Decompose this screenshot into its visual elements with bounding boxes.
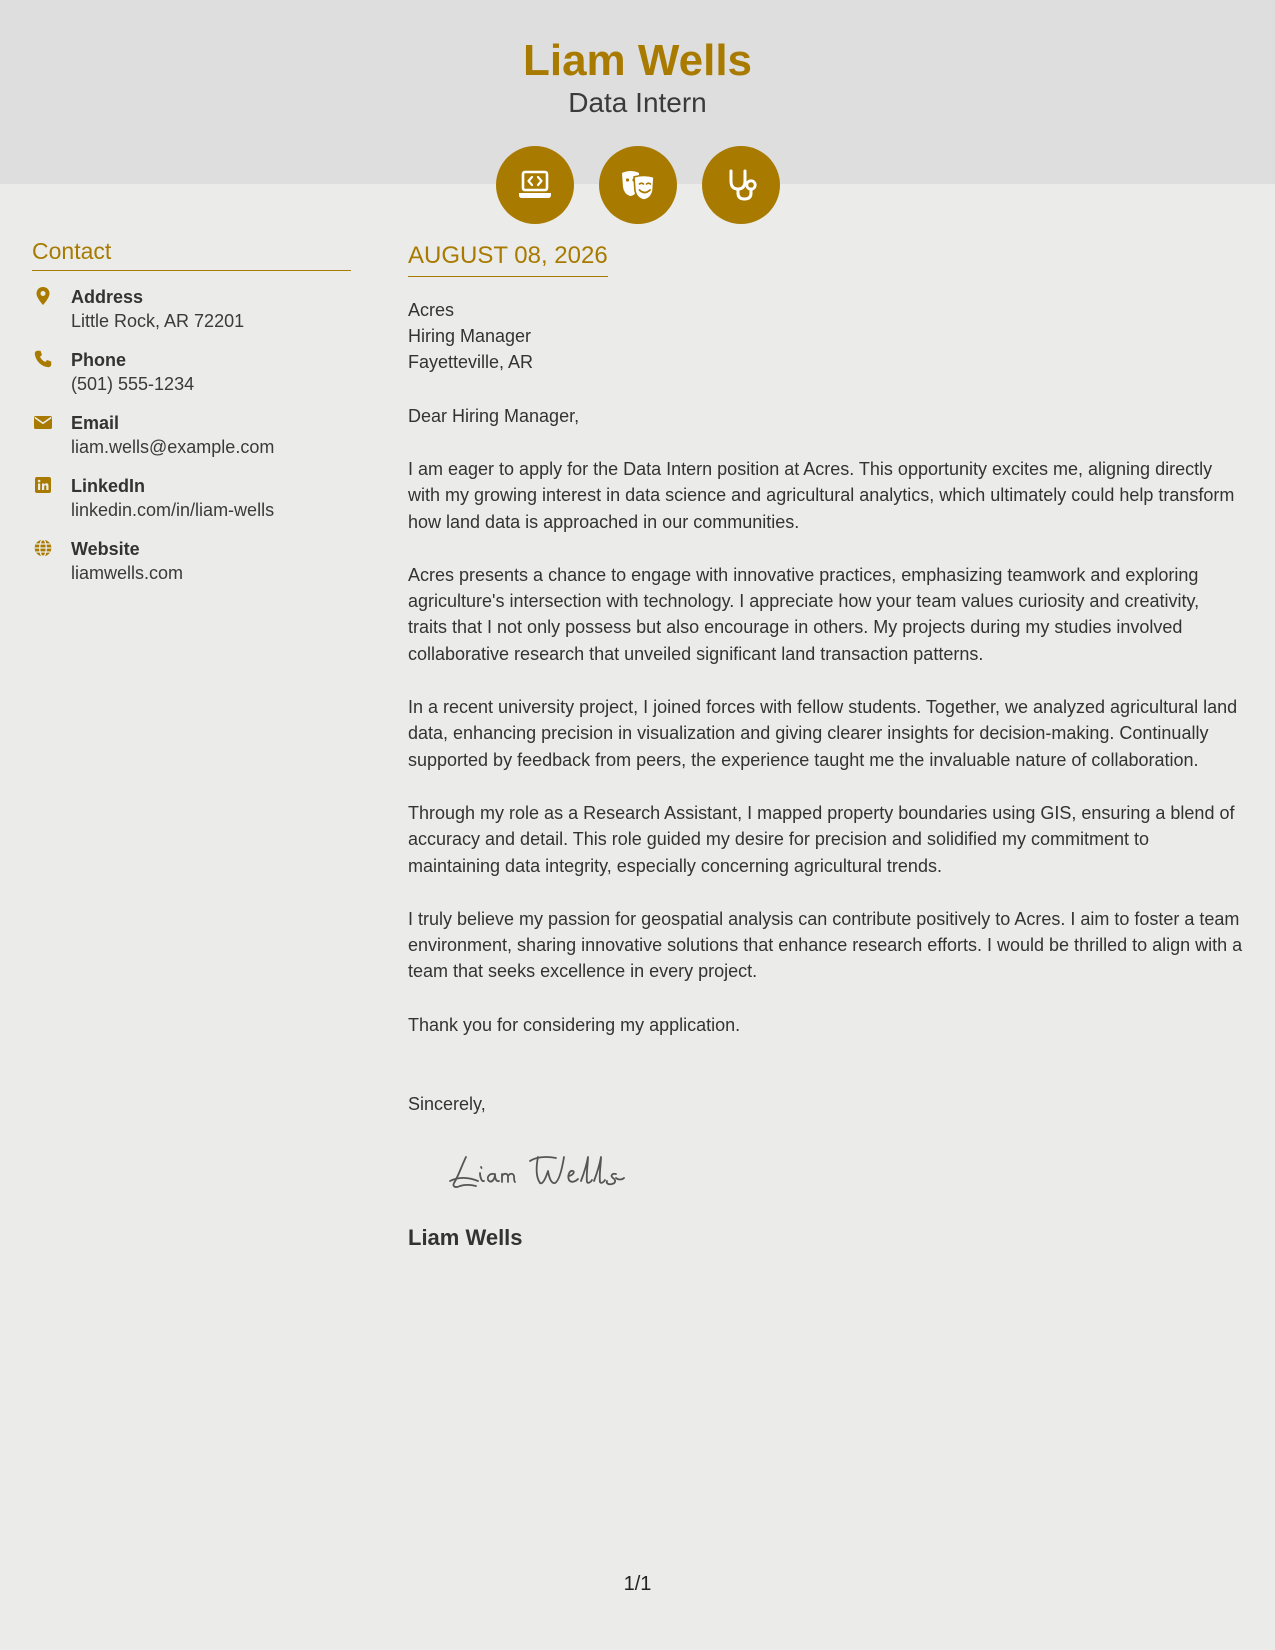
globe-icon xyxy=(33,538,53,558)
contact-value: Little Rock, AR 72201 xyxy=(71,311,245,331)
envelope-icon xyxy=(33,412,53,432)
phone-icon xyxy=(33,349,53,369)
interest-icons xyxy=(496,146,780,224)
theater-masks-icon xyxy=(599,146,677,224)
map-pin-icon xyxy=(33,286,53,306)
salutation: Dear Hiring Manager, xyxy=(408,406,580,426)
applicant-name: Liam Wells xyxy=(522,36,753,85)
page-number: 1/1 xyxy=(623,1573,652,1595)
contact-linkedin xyxy=(32,472,351,535)
contact-email xyxy=(32,409,351,472)
closing: Sincerely, xyxy=(408,1094,486,1115)
linkedin-icon xyxy=(33,475,53,495)
recipient-location: Fayetteville, AR xyxy=(408,352,534,372)
paragraph: I truly believe my passion for geospatial analysis can contribute positively to Acres. I aim to foster a team environment, sharing innovative solutions that enhance research efforts. I would be thrilled to align with a team that seeks excellence in every project. xyxy=(408,908,1243,982)
signer-name: Liam Wells xyxy=(408,1225,523,1251)
contact-value: linkedin.com/in/liam-wells xyxy=(71,500,275,520)
recipient-company: Acres xyxy=(408,300,455,320)
paragraph: In a recent university project, I joined forces with fellow students. Together, we analyzed agricultural land data, enhancing precision in visualization and giving clearer insights for decision-making. Continually supported by feedback from peers, the experience taught me the invaluable nature of collaboration. xyxy=(408,697,1238,770)
contact-label: Address xyxy=(71,287,144,307)
contact-value: (501) 555-1234 xyxy=(71,374,195,394)
contact-phone xyxy=(32,346,351,409)
contact-sidebar xyxy=(32,236,351,598)
stethoscope-icon xyxy=(702,146,780,224)
contact-website xyxy=(32,535,351,598)
applicant-role: Data Intern xyxy=(568,87,707,118)
contact-value: liamwells.com xyxy=(71,563,184,583)
paragraph: I am eager to apply for the Data Intern position at Acres. This opportunity excites me, aligning directly with my growing interest in data science and agricultural analytics, which ultimately could help transform how land data is approached in our communities. xyxy=(408,459,1235,532)
recipient-block xyxy=(408,297,1243,375)
contact-list xyxy=(32,283,351,598)
paragraph: Through my role as a Research Assistant, I mapped property boundaries using GIS, ensuring a blend of accuracy and detail. This role guided my desire for precision and solidified my commitment to maintaining data integrity, especially concerning agricultural trends. xyxy=(408,802,1235,876)
contact-heading: Contact xyxy=(32,236,351,271)
contact-label: Email xyxy=(71,413,120,433)
recipient-title: Hiring Manager xyxy=(408,326,532,346)
contact-label: Website xyxy=(71,539,140,559)
contact-address xyxy=(32,283,351,346)
handwritten-signature xyxy=(444,1147,644,1197)
contact-label: LinkedIn xyxy=(71,476,146,496)
letter-body xyxy=(408,240,1243,1252)
laptop-code-icon xyxy=(496,146,574,224)
paragraph: Thank you for considering my application. xyxy=(408,1014,741,1035)
contact-label: Phone xyxy=(71,350,127,370)
letter-date: AUGUST 08, 2026 xyxy=(408,240,608,277)
contact-value: liam.wells@example.com xyxy=(71,437,275,457)
paragraph: Acres presents a chance to engage with innovative practices, emphasizing teamwork and exploring agriculture's intersection with technology. I appreciate how your team values curiosity and creativity, traits that I not only possess but also encourage in others. My projects during my studies involved collaborative research that unveiled significant land transaction patterns. xyxy=(408,564,1200,664)
